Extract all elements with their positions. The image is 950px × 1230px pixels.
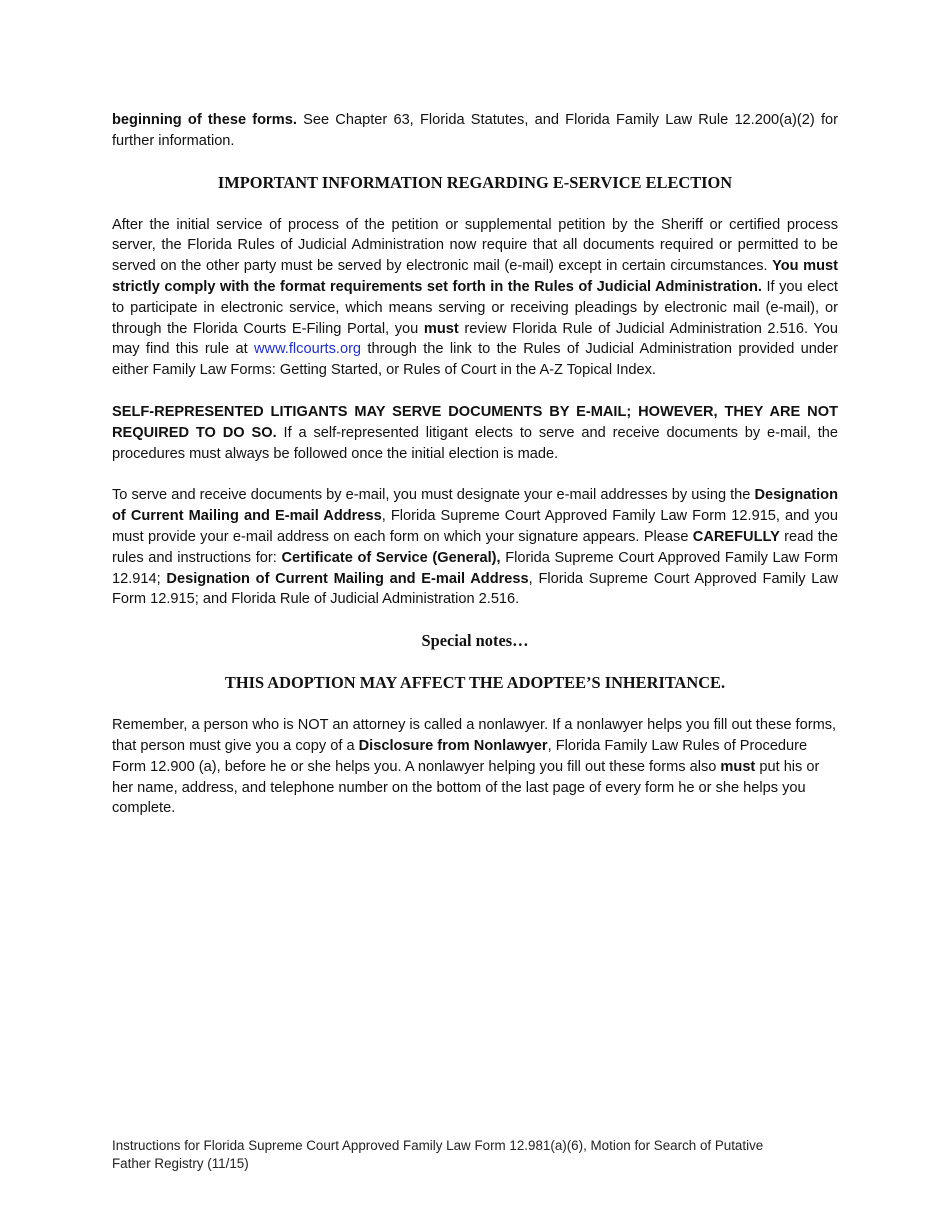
- email-designation-paragraph: [112, 485, 838, 610]
- heading-special-notes: Special notes…: [421, 631, 529, 651]
- text: , Florida Supreme Court Approved Family Law Form 12.915; and Florida Rule of Judicial Administration 2.516.: [112, 570, 838, 608]
- eservice-paragraph: [112, 215, 838, 381]
- bold-text: Certificate of Service (General),: [281, 549, 501, 566]
- intro-text: See Chapter 63, Florida Statutes, and Florida Family Law Rule 12.200(a)(2) for further information.: [112, 112, 839, 149]
- bold-text: You must strictly comply with the format requirements set forth in the Rules of Judicial Administration.: [112, 258, 838, 295]
- heading-eservice: IMPORTANT INFORMATION REGARDING E-SERVICE ELECTION: [217, 172, 733, 192]
- text: After the initial service of process of the petition or supplemental petition by the Sheriff or certified process server, the Florida Rules of Judicial Administration now require that all documents required or permitted to be served on the other party must be served by electronic mail (e-mail) except in certain circumstances.: [112, 216, 838, 275]
- bold-text: Disclosure from Nonlawyer: [358, 737, 548, 754]
- text: If you elect to participate in electronic service, which means serving or receiving pleadings by electronic mail (e-mail), or through the Florida Courts E-Filing Portal, you: [112, 278, 838, 337]
- text: review Florida Rule of Judicial Administration 2.516. You may find this rule at: [112, 320, 838, 358]
- flcourts-link[interactable]: www.flcourts.org: [254, 341, 362, 358]
- text: Florida Supreme Court Approved Family Law Form 12.914;: [112, 549, 838, 587]
- bold-text: Designation of Current Mailing and E-mail Address: [166, 570, 529, 587]
- intro-paragraph: [112, 110, 838, 152]
- intro-bold: beginning of these forms.: [112, 112, 297, 128]
- text: Remember, a person who is NOT an attorney is called a nonlawyer. If a nonlawyer helps you fill out these forms, that person must give you a copy of a: [112, 717, 837, 754]
- bold-text: must: [423, 320, 459, 337]
- text: read the rules and instructions for:: [112, 528, 838, 566]
- document-body: [112, 110, 838, 819]
- heading-adoption: THIS ADOPTION MAY AFFECT THE ADOPTEE’S INHERITANCE.: [224, 673, 726, 693]
- text: If a self-represented litigant elects to serve and receive documents by e-mail, the procedures must always be followed once the initial election is made.: [112, 424, 838, 462]
- self-represented-paragraph: [112, 402, 838, 464]
- text: , Florida Family Law Rules of Procedure Form 12.900 (a), before he or she helps you. A nonlawyer helping you fill out these forms also: [112, 737, 808, 775]
- text: To serve and receive documents by e-mail, you must designate your e-mail addresses by using the: [112, 487, 755, 504]
- page-footer: [112, 1137, 838, 1173]
- bold-text: Designation of Current Mailing and E-mail Address: [112, 487, 838, 525]
- bold-text: SELF-REPRESENTED LITIGANTS MAY SERVE DOCUMENTS BY E-MAIL; HOWEVER, THEY ARE NOT REQUIRED TO DO SO.: [112, 403, 838, 441]
- bold-text: must: [720, 758, 756, 775]
- bold-text: CAREFULLY: [692, 528, 780, 545]
- text: through the link to the Rules of Judicial Administration provided under either Family Law Forms: Getting Started, or Rules of Court in the A-Z Topical Index.: [112, 341, 839, 379]
- text: put his or her name, address, and telephone number on the bottom of the last page of every form he or she helps you complete.: [112, 758, 820, 817]
- footer-line-1: Instructions for Florida Supreme Court Approved Family Law Form 12.981(a)(6), Motion for Search of Putative: [112, 1138, 764, 1153]
- nonlawyer-paragraph: [112, 715, 838, 819]
- text: , Florida Supreme Court Approved Family Law Form 12.915, and you must provide your e-mail address on each form on which your signature appears. Please: [112, 508, 838, 545]
- footer-line-2: Father Registry (11/15): [112, 1156, 249, 1171]
